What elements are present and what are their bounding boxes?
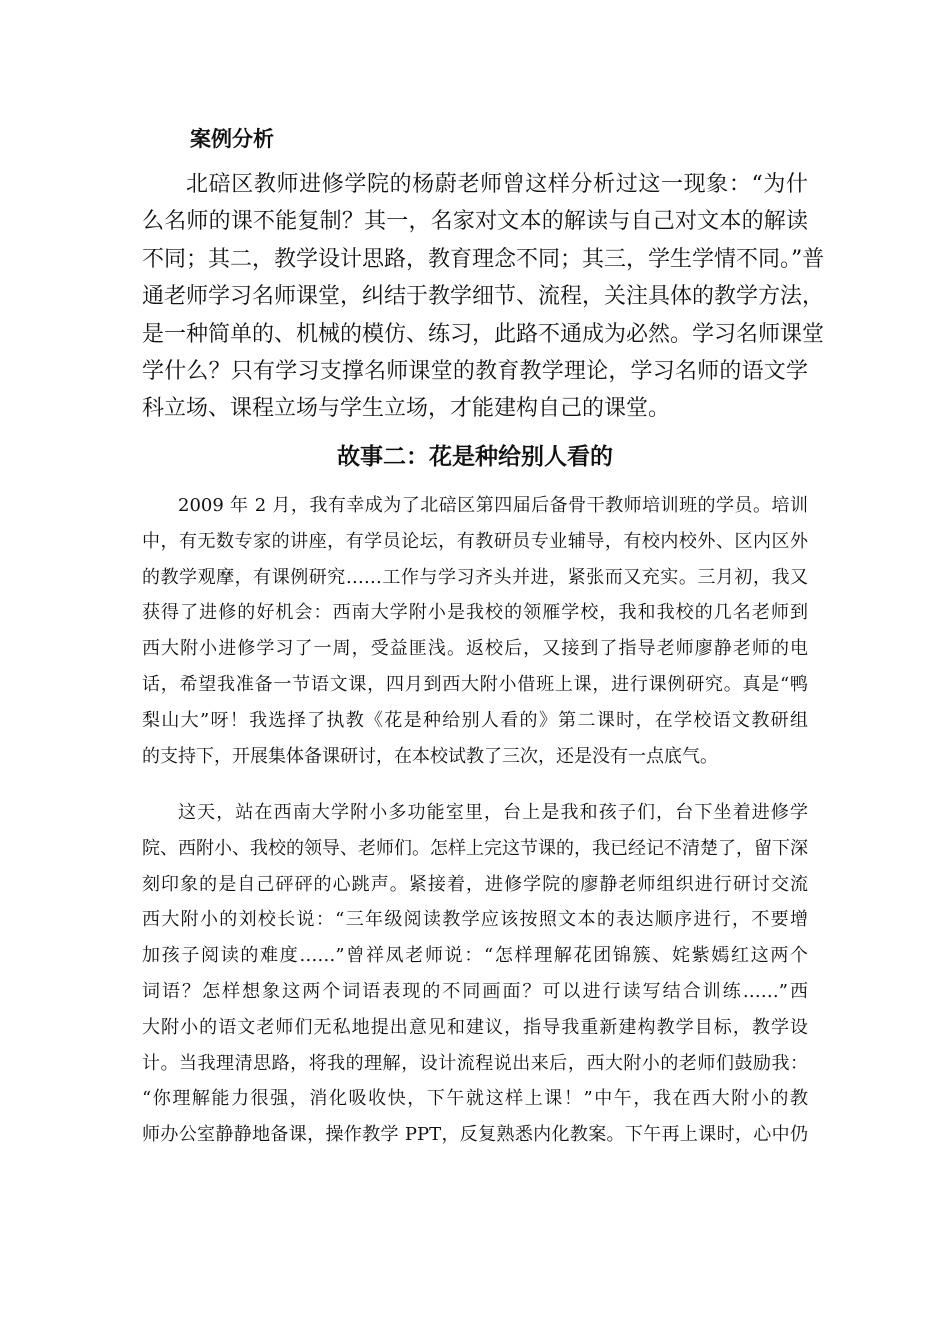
text-line: 西大附小的刘校长说：“三年级阅读教学应该按照文本的表达顺序进行，不要增 [142, 909, 808, 931]
text-line: 北碚区教师进修学院的杨蔚老师曾这样分析过这一现象：“为什 [186, 172, 808, 197]
text-line: 科立场、课程立场与学生立场，才能建构自己的课堂。 [142, 396, 671, 422]
story-title: 故事二：花是种给别人看的 [337, 444, 613, 470]
text-line: 不同；其二，教学设计思路，教育理念不同；其三，学生学情不同。”普 [142, 246, 825, 272]
text-line: 师办公室静静地备课，操作教学 PPT，反复熟悉内化教案。下午再上课时，心中仍 [142, 1124, 808, 1146]
text-line: 的教学观摩，有课例研究……工作与学习齐头并进，紧张而又充实。三月初，我又 [142, 566, 808, 588]
text-line: 2009 年 2 月，我有幸成为了北碚区第四届后备骨干教师培训班的学员。培训 [178, 495, 808, 516]
text-line: 是一种简单的、机械的模仿、练习，此路不通成为必然。学习名师课堂 [142, 321, 825, 347]
text-line: 院、西附小、我校的领导、老师们。怎样上完这节课的，我已经记不清楚了，留下深 [142, 837, 808, 859]
text-line: 刻印象的是自己砰砰的心跳声。紧接着，进修学院的廖静老师组织进行研讨交流 [142, 873, 808, 895]
text-line: 计。当我理清思路，将我的理解，设计流程说出来后，西大附小的老师们鼓励我： [142, 1052, 808, 1074]
text-line: 词语？怎样想象这两个词语表现的不同画面？可以进行读写结合训练……”西 [142, 980, 808, 1002]
text-line: 西大附小进修学习了一周，受益匪浅。返校后，又接到了指导老师廖静老师的电 [142, 638, 808, 660]
text-line: 获得了进修的好机会：西南大学附小是我校的领雁学校，我和我校的几名老师到 [142, 602, 808, 624]
section-title: 案例分析 [190, 127, 274, 151]
text-line: “你理解能力很强，消化吸收快，下午就这样上课！”中午，我在西大附小的教 [142, 1088, 808, 1110]
text-line: 通老师学习名师课堂，纠结于教学细节、流程，关注具体的教学方法， [142, 284, 825, 310]
text-line: 梨山大”呀！我选择了执教《花是种给别人看的》第二课时，在学校语文教研组 [142, 709, 808, 731]
text-line: 大附小的语文老师们无私地提出意见和建议，指导我重新建构教学目标，教学设 [142, 1016, 808, 1038]
story-paragraph-1 [142, 488, 808, 774]
text-line: 么名师的课不能复制？其一，名家对文本的解读与自己对文本的解读 [142, 209, 808, 235]
text-line: 的支持下，开展集体备课研讨，在本校试教了三次，还是没有一点底气。 [142, 745, 718, 767]
text-line: 中，有无数专家的讲座，有学员论坛，有教研员专业辅导，有校内校外、区内区外 [142, 530, 808, 552]
text-line: 学什么？只有学习支撑名师课堂的教育教学理论，学习名师的语文学 [142, 359, 808, 385]
text-line: 加孩子阅读的难度……”曾祥凤老师说：“怎样理解花团锦簇、姹紫嫣红这两个 [142, 945, 808, 967]
text-line: 这天，站在西南大学附小多功能室里，台上是我和孩子们，台下坐着进修学 [178, 802, 808, 823]
text-line: 话，希望我准备一节语文课，四月到西大附小借班上课，进行课例研究。真是“鸭 [142, 673, 808, 695]
story-paragraph-2 [142, 795, 808, 1153]
analysis-paragraph [142, 166, 825, 428]
